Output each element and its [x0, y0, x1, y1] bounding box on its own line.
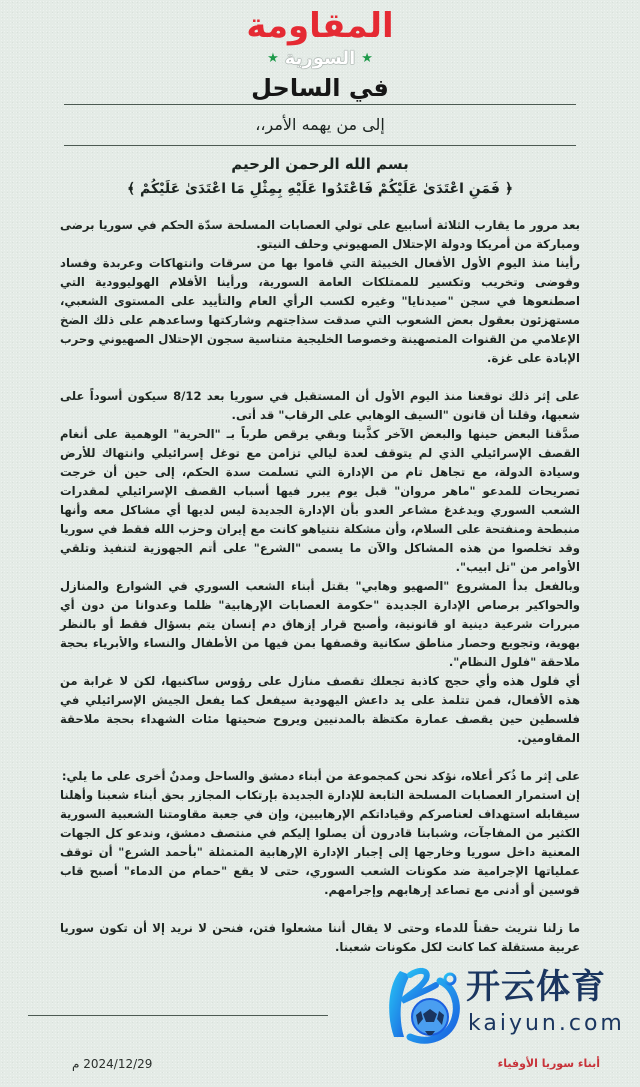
paragraph: أي فلول هذه وأي حجج كاذبة تجعلك تقصف منازل على رؤوس ساكنيها، لكن لا غرابة من هذه الأفعال، فمن تتلمذ على يد داعش اليهودية سيفعل كما يفعل الجيش الإسرائيلي في فلسطين حين يقصف عمارة مكتظة بالمدنيين ويروح ضحيتها مئات الشهداء بحجة ملاحقة المقاومين.: [60, 674, 580, 745]
flag-star-icon: ★: [267, 51, 279, 66]
logo-title-coast: في الساحل: [251, 74, 389, 102]
paragraph: رأينا منذ اليوم الأول الأفعال الخبيثة التي قاموا بها من سرقات وانتهاكات وعربدة وفساد وفوضى وتخريب وتكسير للممتلكات العامة السورية، ورأينا الأفلام الهوليوودية التي اصطنعوها في سجن "صيدنايا" وغيره لكسب الرأي العام والتأييد على المستوى الشعبي، مستهزئون بعقول بعض الشعوب التي صدقت سذاجتهم وشاركتها وساعدهم على ذلك الضخ الإعلامي من القنوات المتصهينة وخصوصا الخليجية متناسية سجون الإحتلال الصهيوني وحرب الإبادة على غزة.: [60, 256, 580, 365]
logo-title-resistance: المقاومة: [246, 6, 394, 46]
paragraph: وبالفعل بدأ المشروع "الصهيو وهابي" بقتل أبناء الشعب السوري في الشوارع والمنازل والحواكير برصاص الإدارة الجديدة "حكومة العصابات الإرهابية" ظلما وعدوانا من دون أي مبررات شرعية دينية او قانونية، وأصبح قرار إزهاق دم إنسان يتم بسؤال فقط أو بالنظر بهوية، وتجويع وحصار مناطق سكانية وقصفها بمن فيها من الأطفال والنساء والأبرياء بحجة ملاحقة "فلول النظام".: [60, 579, 580, 669]
logo-middle-row: [220, 46, 420, 72]
watermark-url: kaiyun.com: [468, 1011, 625, 1036]
signature: أبناء سوريا الأوفياء: [497, 1057, 600, 1070]
statement-date: 2024/12/29 م: [72, 1057, 153, 1071]
divider-bottom: [64, 145, 576, 146]
flag-star-icon: ★: [361, 51, 373, 66]
paragraph: ما زلنا نتريث حقناً للدماء وحتى لا يقال أننا مشعلوا فتن، فنحن لا نريد إلا أن تكون سوريا عربية مستقلة كما كانت لكل مكونات شعبنا.: [60, 921, 580, 954]
logo-title-syrian: السورية: [284, 48, 356, 69]
statement-body: [60, 216, 580, 957]
paragraph: بعد مرور ما يقارب الثلاثة أسابيع على تولي العصابات المسلحة سدّة الحكم في سوريا برضى ومباركة من أمريكا ودولة الإحتلال الصهيوني وحلف النيتو.: [60, 218, 580, 251]
paragraph: إن استمرار العصابات المسلحة التابعة للإدارة الجديدة بإرتكاب المجازر بحق أبناء شعبنا وأهلنا سيقابله استهداف لعناصركم وقياداتكم الإرهابيين، وإن في جعبة مقاومتنا الشعبية السورية الكثير من المفاجآت، وشبابنا قادرون أن يصلوا إليكم في منتصف دمشق، وندعو كل الجهات المعنية داخل سوريا وخارجها إلى إجبار الإدارة الإرهابية المتمثلة "بأحمد الشرع" أن توقف عملياتها الإجرامية ضد مكونات الشعب السوري، حتى لا يقع "حمام من الدماء" أصبح قاب قوسين أو أدنى مع تصاعد إرهابهم وإجرامهم.: [60, 788, 580, 897]
quran-verse: ﴿ فَمَنِ اعْتَدَىٰ عَلَيْكُمْ فَاعْتَدُوا عَلَيْهِ بِمِثْلِ مَا اعْتَدَىٰ عَلَيْكُمْ ﴾: [126, 181, 514, 197]
footer-area: [0, 965, 640, 1077]
paragraph: على إثر ذلك توقعنا منذ اليوم الأول أن المستقبل في سوريا بعد 8/12 سيكون أسوداً على شعبها، وقلنا أن قانون "السيف الوهابي على الرقاب" قد أتى.: [60, 389, 580, 422]
header-logo: [220, 6, 420, 104]
basmala-heading: بسم الله الرحمن الرحيم: [231, 155, 409, 173]
paragraph: صدَّقنا البعض حينها والبعض الآخر كذَّبنا وبقي يرقص طرباً بـ "الحرية" الوهمية على أنغام القصف الإسرائيلي الذي لم يتوقف لعدة ليالي تزامن مع توغل إسرائيلي وانتهاك للأرض وسيادة الدولة، مع تجاهل تام من الإدارة التي تسلمت سدة الحكم، إلى حين أن خرجت تصريحات للمدعو "ماهر مروان" قبل يوم يبرر فيها أسباب القصف الإسرائيلي لمقدرات الشعب السوري ويدغدغ مشاعر العدو بأن الإدارة الجديدة ليس لديها أي مشاكل معه وأنها منبطحة ومنفتحة على السلام، وأن مشكلة نتنياهو كانت مع إيران وحزب الله فقط في سوريا وقد تخلصوا من هذه المشاكل والآن ما يسمى "الشرع" على أتم الجهوزية لتنفيذ وتلقي الأوامر من "تل ابيب".: [60, 427, 580, 574]
kaiyun-watermark: [380, 965, 630, 1047]
paragraph: على إثر ما ذُكر أعلاه، نؤكد نحن كمجموعة من أبناء دمشق والساحل ومدنٌ أخرى على ما يلي:: [61, 769, 580, 783]
signature-divider: [28, 1015, 328, 1016]
recipient-line: إلى من يهمه الأمر،،: [255, 115, 385, 134]
watermark-brand-text: 开云体育: [466, 967, 606, 1007]
kaiyun-logo-icon: [380, 965, 462, 1045]
